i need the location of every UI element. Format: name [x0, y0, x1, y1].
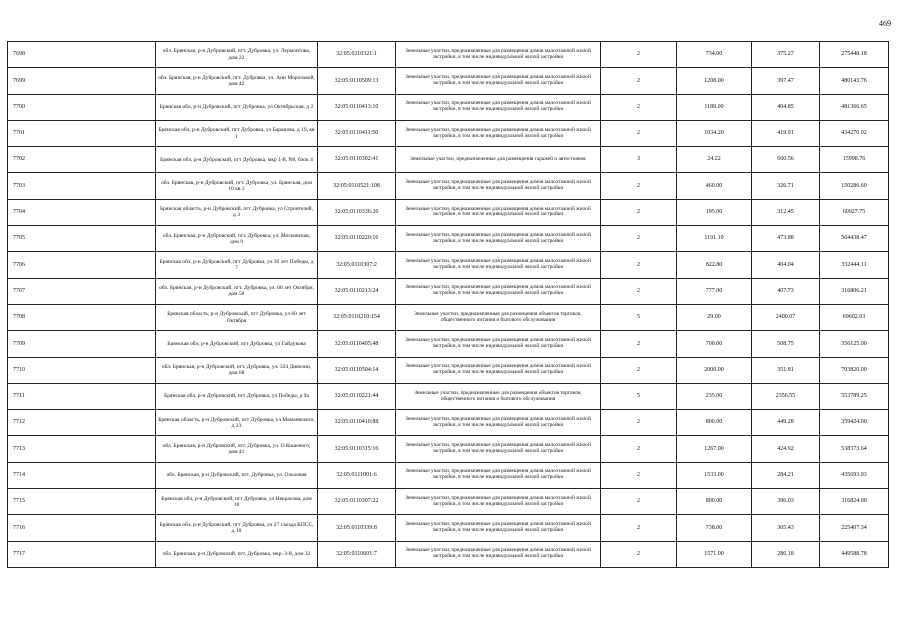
group-cell: 2	[601, 541, 677, 567]
row-number: 7713	[8, 436, 156, 462]
cadastral-number-cell: 32:05:0110307:22	[318, 489, 396, 515]
area-cell: 822.80	[677, 252, 752, 278]
specific-value-cell: 305.43	[752, 515, 820, 541]
row-number: 7704	[8, 199, 156, 225]
table-row	[8, 304, 889, 330]
group-cell: 2	[601, 42, 677, 68]
area-cell: 460.00	[677, 173, 752, 199]
cadastral-number-cell: 32:05:0110302:41	[318, 147, 396, 173]
specific-value-cell: 286.18	[752, 541, 820, 567]
land-use-cell: Земельные участки, предназначенные для размещения домов малоэтажной жилой застройки, в том числе индивидуальной жилой застройки	[396, 410, 601, 436]
row-number: 7711	[8, 383, 156, 409]
cadastral-number-cell: 32:05:0110509:13	[318, 68, 396, 94]
address-cell: обл. Брянская, р-н Дубровский, пгт. Дубровка, ул. Московская, дом 9	[156, 226, 318, 252]
cadastral-number-cell: 32:05:0110315:16	[318, 436, 396, 462]
row-number: 7698	[8, 42, 156, 68]
group-cell: 2	[601, 436, 677, 462]
cadastral-number-cell: 32:05:0110521:108	[318, 173, 396, 199]
cadastral-number-cell: 32:05:0110339:8	[318, 515, 396, 541]
cadastral-value-cell: 564438.47	[820, 226, 889, 252]
area-cell: 1533.00	[677, 462, 752, 488]
specific-value-cell: 508.75	[752, 331, 820, 357]
land-use-cell: Земельные участки, предназначенные для размещения домов малоэтажной жилой застройки, в том числе индивидуальной жилой застройки	[396, 462, 601, 488]
cadastral-value-cell: 703820.00	[820, 357, 889, 383]
area-cell: 800.00	[677, 410, 752, 436]
land-use-cell: Земельные участки, предназначенные для размещения домов малоэтажной жилой застройки, в том числе индивидуальной жилой застройки	[396, 541, 601, 567]
address-cell: обл. Брянская, р-н Дубровский, пгт. Дубровка, мкр. 3-й, дом 32	[156, 541, 318, 567]
cadastral-number-cell: 32:05:0110220:16	[318, 226, 396, 252]
row-number: 7714	[8, 462, 156, 488]
area-cell: 700.00	[677, 331, 752, 357]
table-row	[8, 199, 889, 225]
group-cell: 2	[601, 357, 677, 383]
cadastral-value-cell: 225407.34	[820, 515, 889, 541]
address-cell: Брянская обл, р-н Дубровский, пгт Дубровка, ул 27 съезда КПСС, д 10	[156, 515, 318, 541]
cadastral-number-cell: 32:05:0110336:26	[318, 199, 396, 225]
table-row	[8, 252, 889, 278]
cadastral-number-cell: 32:05:0110405:48	[318, 331, 396, 357]
land-use-cell: Земельные участки, предназначенные для размещения домов малоэтажной жилой застройки, в том числе индивидуальной жилой застройки	[396, 94, 601, 120]
cadastral-value-cell: 332444.11	[820, 252, 889, 278]
area-cell: 800.00	[677, 489, 752, 515]
area-cell: 1191.10	[677, 226, 752, 252]
address-cell: обл. Брянская, р-н Дубровский, пгт. Дубровка, ул. Ольховая	[156, 462, 318, 488]
table-row	[8, 68, 889, 94]
land-use-cell: Земельные участки, предназначенные для размещения объектов торговли, общественного питания и бытового обслуживания	[396, 383, 601, 409]
row-number: 7710	[8, 357, 156, 383]
land-use-cell: Земельные участки, предназначенные для размещения домов малоэтажной жилой застройки, в том числе индивидуальной жилой застройки	[396, 436, 601, 462]
address-cell: Брянская обл, р-н Дубровский, пгт Дубровка, ул Баранова, д 19, кв 1	[156, 120, 318, 146]
land-use-cell: Земельные участки, предназначенные для размещения домов малоэтажной жилой застройки, в том числе индивидуальной жилой застройки	[396, 489, 601, 515]
row-number: 7703	[8, 173, 156, 199]
group-cell: 2	[601, 515, 677, 541]
table-row	[8, 462, 889, 488]
specific-value-cell: 404.85	[752, 94, 820, 120]
row-number: 7712	[8, 410, 156, 436]
cadastral-value-cell: 434270.92	[820, 120, 889, 146]
specific-value-cell: 375.27	[752, 42, 820, 68]
cadastral-value-cell: 481366.65	[820, 94, 889, 120]
row-number: 7716	[8, 515, 156, 541]
address-cell: Брянская обл, р-н Дубровский, пгт Дубровка, ул Победы, д 9а	[156, 383, 318, 409]
specific-value-cell: 404.04	[752, 252, 820, 278]
cadastral-value-cell: 538373.64	[820, 436, 889, 462]
specific-value-cell: 424.92	[752, 436, 820, 462]
cadastral-number-cell: 32:05:0110307:2	[318, 252, 396, 278]
specific-value-cell: 407.73	[752, 278, 820, 304]
table-row	[8, 489, 889, 515]
cadastral-value-cell: 15998.76	[820, 147, 889, 173]
land-use-cell: Земельные участки, предназначенные для размещения домов малоэтажной жилой застройки, в том числе индивидуальной жилой застройки	[396, 226, 601, 252]
cadastral-value-cell: 553789.25	[820, 383, 889, 409]
cadastral-number-cell: 32:05:0110504:14	[318, 357, 396, 383]
area-cell: 738.00	[677, 515, 752, 541]
table-row	[8, 42, 889, 68]
land-use-cell: Земельные участки, предназначенные для размещения гаражей и автостоянок	[396, 147, 601, 173]
cadastral-value-cell: 359424.00	[820, 410, 889, 436]
specific-value-cell: 326.71	[752, 173, 820, 199]
table-row	[8, 120, 889, 146]
address-cell: обл. Брянская, р-н Дубровский, пгт. Дубровка, ул. Ани Морозовой, дом 42	[156, 68, 318, 94]
area-cell: 1267.00	[677, 436, 752, 462]
cadastral-number-cell: 32:05:0110221:44	[318, 383, 396, 409]
specific-value-cell: 351.91	[752, 357, 820, 383]
cadastral-number-cell: 32:05:0110413:10	[318, 94, 396, 120]
specific-value-cell: 397.47	[752, 68, 820, 94]
cadastral-value-cell: 69602.03	[820, 304, 889, 330]
address-cell: Брянская обл, р-н Дубровский, пгт Дубровка, мкр 1-й, N8, блок 4	[156, 147, 318, 173]
land-use-cell: Земельные участки, предназначенные для размещения объектов торговли, общественного питания и бытового обслуживания	[396, 304, 601, 330]
specific-value-cell: 449.28	[752, 410, 820, 436]
specific-value-cell: 284.21	[752, 462, 820, 488]
specific-value-cell: 312.45	[752, 199, 820, 225]
address-cell: Брянская обл, р-н Дубровский, пгт Дубровка, ул 30 лет Победы, д 7	[156, 252, 318, 278]
group-cell: 2	[601, 331, 677, 357]
group-cell: 2	[601, 462, 677, 488]
address-cell: Брянская обл, р-н Дубровский, пгт Дубровка, ул Некрасова, дом 18	[156, 489, 318, 515]
cadastral-number-cell: 32:05:0110321:1	[318, 42, 396, 68]
page-number: 469	[879, 19, 891, 28]
land-use-cell: Земельные участки, предназначенные для размещения домов малоэтажной жилой застройки, в том числе индивидуальной жилой застройки	[396, 331, 601, 357]
address-cell: обл. Брянская, р-н Дубровский, пгт. Дубровка, ул. Брянская, дом 10 кв 2	[156, 173, 318, 199]
area-cell: 1034.20	[677, 120, 752, 146]
cadastral-value-cell: 150286.60	[820, 173, 889, 199]
row-number: 7699	[8, 68, 156, 94]
group-cell: 2	[601, 199, 677, 225]
cadastral-value-cell: 316824.00	[820, 489, 889, 515]
address-cell: Брянская область, р-н Дубровский, пгт Дубровка, ул Строителей, д 3	[156, 199, 318, 225]
group-cell: 5	[601, 383, 677, 409]
land-use-cell: Земельные участки, предназначенные для размещения домов малоэтажной жилой застройки, в том числе индивидуальной жилой застройки	[396, 199, 601, 225]
cadastral-value-cell: 275448.18	[820, 42, 889, 68]
group-cell: 2	[601, 410, 677, 436]
specific-value-cell: 2356.55	[752, 383, 820, 409]
row-number: 7709	[8, 331, 156, 357]
area-cell: 1208.00	[677, 68, 752, 94]
specific-value-cell: 419.91	[752, 120, 820, 146]
table-row	[8, 226, 889, 252]
cadastral-value-cell: 435693.93	[820, 462, 889, 488]
table-body	[8, 42, 889, 568]
table-row	[8, 331, 889, 357]
row-number: 7708	[8, 304, 156, 330]
table-row	[8, 383, 889, 409]
table-row	[8, 515, 889, 541]
area-cell: 195.00	[677, 199, 752, 225]
area-cell: 734.00	[677, 42, 752, 68]
row-number: 7702	[8, 147, 156, 173]
group-cell: 5	[601, 304, 677, 330]
group-cell: 2	[601, 120, 677, 146]
address-cell: обл. Брянская, р-н Дубровский, пгт. Дубровка, ул. Лермонтова, дом 22	[156, 42, 318, 68]
area-cell: 1189.00	[677, 94, 752, 120]
address-cell: Брянская область, р-н Дубровский, пгт Дубровка, ул 60 лет Октября	[156, 304, 318, 330]
table-row	[8, 410, 889, 436]
area-cell: 1571.00	[677, 541, 752, 567]
group-cell: 2	[601, 68, 677, 94]
table-row	[8, 541, 889, 567]
cadastral-value-cell: 60927.75	[820, 199, 889, 225]
land-use-cell: Земельные участки, предназначенные для размещения домов малоэтажной жилой застройки, в том числе индивидуальной жилой застройки	[396, 42, 601, 68]
area-cell: 777.00	[677, 278, 752, 304]
cadastral-number-cell: 32:05:0110410:88	[318, 410, 396, 436]
cadastral-value-cell: 480143.76	[820, 68, 889, 94]
address-cell: Брянская обл, р-н Дубровский, пгт Дубровка, ул Гайдукова	[156, 331, 318, 357]
group-cell: 2	[601, 94, 677, 120]
row-number: 7715	[8, 489, 156, 515]
area-cell: 29.00	[677, 304, 752, 330]
specific-value-cell: 473.88	[752, 226, 820, 252]
cadastral-value-cell: 316806.21	[820, 278, 889, 304]
land-plots-table	[7, 41, 889, 568]
group-cell: 2	[601, 278, 677, 304]
cadastral-value-cell: 356125.00	[820, 331, 889, 357]
land-use-cell: Земельные участки, предназначенные для размещения домов малоэтажной жилой застройки, в том числе индивидуальной жилой застройки	[396, 515, 601, 541]
table-row	[8, 436, 889, 462]
cadastral-number-cell: 32:05:0111001:6	[318, 462, 396, 488]
address-cell: обл. Брянская, р-н Дубровский, пгт. Дубровка, ул. О.Кошевого, дом 41	[156, 436, 318, 462]
land-use-cell: Земельные участки, предназначенные для размещения домов малоэтажной жилой застройки, в том числе индивидуальной жилой застройки	[396, 252, 601, 278]
land-use-cell: Земельные участки, предназначенные для размещения домов малоэтажной жилой застройки, в том числе индивидуальной жилой застройки	[396, 68, 601, 94]
table-row	[8, 278, 889, 304]
group-cell: 2	[601, 226, 677, 252]
land-use-cell: Земельные участки, предназначенные для размещения домов малоэтажной жилой застройки, в том числе индивидуальной жилой застройки	[396, 120, 601, 146]
cadastral-value-cell: 449588.78	[820, 541, 889, 567]
row-number: 7717	[8, 541, 156, 567]
area-cell: 235.00	[677, 383, 752, 409]
address-cell: обл. Брянская, р-н Дубровский, пгт. Дубровка, ул. 324 Дивизии, дом 68	[156, 357, 318, 383]
row-number: 7700	[8, 94, 156, 120]
address-cell: Брянская обл, р-н Дубровский, пгт Дубровка, ул Октябрьская, д 2	[156, 94, 318, 120]
area-cell: 24.22	[677, 147, 752, 173]
cadastral-number-cell: 32:05:0110213:24	[318, 278, 396, 304]
land-use-cell: Земельные участки, предназначенные для размещения домов малоэтажной жилой застройки, в том числе индивидуальной жилой застройки	[396, 357, 601, 383]
land-use-cell: Земельные участки, предназначенные для размещения домов малоэтажной жилой застройки, в том числе индивидуальной жилой застройки	[396, 278, 601, 304]
specific-value-cell: 660.56	[752, 147, 820, 173]
land-use-cell: Земельные участки, предназначенные для размещения домов малоэтажной жилой застройки, в том числе индивидуальной жилой застройки	[396, 173, 601, 199]
specific-value-cell: 2400.07	[752, 304, 820, 330]
table-row	[8, 94, 889, 120]
table-row	[8, 173, 889, 199]
row-number: 7706	[8, 252, 156, 278]
row-number: 7707	[8, 278, 156, 304]
address-cell: обл. Брянская, р-н Дубровский, пгт. Дубровка, ул. 60 лет Октября, дом 58	[156, 278, 318, 304]
group-cell: 3	[601, 147, 677, 173]
cadastral-number-cell: 32:05:0110601:7	[318, 541, 396, 567]
row-number: 7701	[8, 120, 156, 146]
cadastral-number-cell: 32:05:0110210:154	[318, 304, 396, 330]
table-row	[8, 357, 889, 383]
group-cell: 2	[601, 252, 677, 278]
row-number: 7705	[8, 226, 156, 252]
group-cell: 2	[601, 173, 677, 199]
address-cell: Брянская область, р-н Дубровский, пгт Дубровка, ул Мамоевского, д 23	[156, 410, 318, 436]
group-cell: 2	[601, 489, 677, 515]
area-cell: 2000.00	[677, 357, 752, 383]
table-row	[8, 147, 889, 173]
cadastral-number-cell: 32:05:0110411:50	[318, 120, 396, 146]
specific-value-cell: 396.03	[752, 489, 820, 515]
